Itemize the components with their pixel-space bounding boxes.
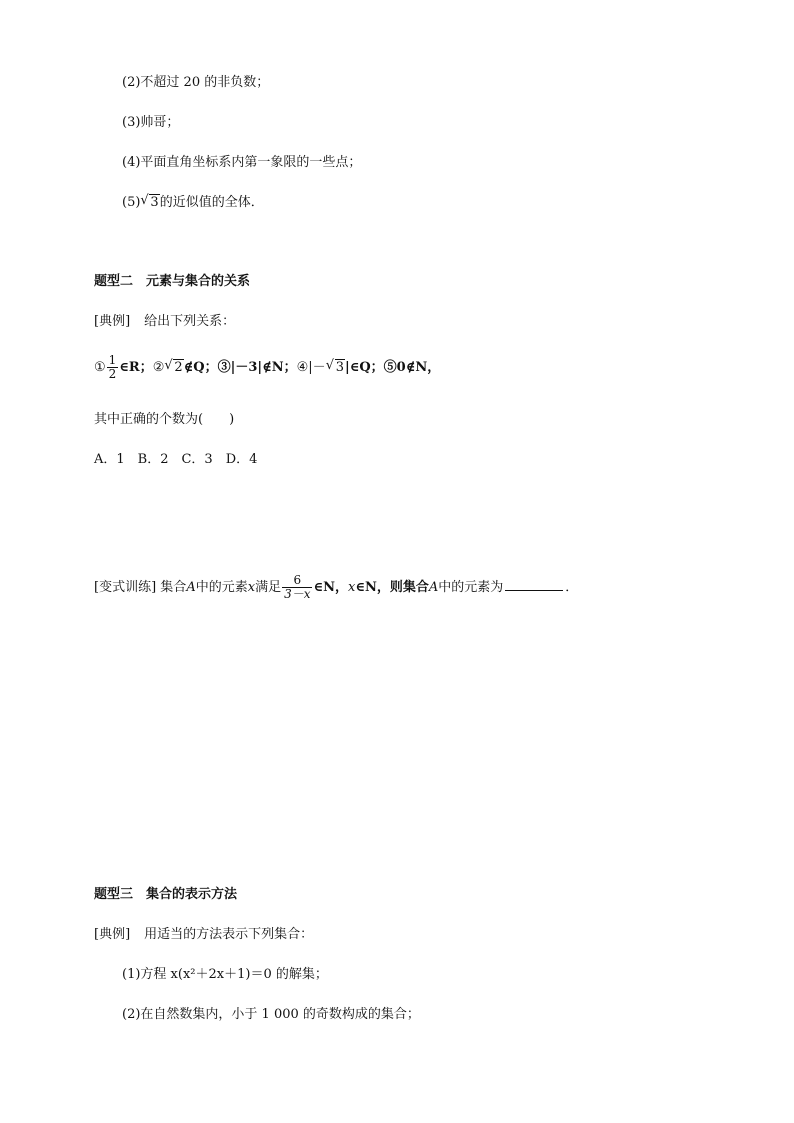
- example-text-3: 用适当的方法表示下列集合：: [144, 927, 314, 942]
- variant-text-2: 中的元素: [195, 580, 248, 595]
- relation-2-radicand: 2: [174, 360, 183, 375]
- sqrt-expression: √ 3: [140, 193, 159, 210]
- variant-training: [94, 574, 578, 601]
- item-3: (3)帅哥；: [122, 115, 180, 130]
- variant-var-x: x: [247, 580, 256, 595]
- frac-numerator: 1: [108, 353, 117, 367]
- relation-3: ③|－3|∉N；: [217, 360, 297, 375]
- variant-fraction: [282, 574, 312, 601]
- relation-4-radicand: 3: [335, 360, 344, 375]
- item-5-suffix: 的近似值的全体．: [159, 195, 264, 210]
- relation-4-sqrt: √ 3: [325, 358, 344, 375]
- relation-4-rel: |∈Q；: [344, 360, 384, 375]
- variant-text-1: 集合: [160, 580, 187, 595]
- section-2-title: 题型二 元素与集合的关系: [94, 274, 251, 289]
- variant-var-a-2: A: [428, 580, 439, 595]
- variant-text-7: 中的元素为: [438, 580, 504, 595]
- frac-denominator: 2: [108, 367, 117, 381]
- example-label: [典例]: [94, 314, 131, 329]
- variant-var-a: A: [186, 580, 196, 595]
- section-3-item-1: (1)方程 x(x²＋2x＋1)＝0 的解集；: [122, 967, 328, 982]
- relation-1-mark: ①: [94, 360, 106, 375]
- example-text: 给出下列关系：: [144, 314, 236, 329]
- variant-frac-den: 3－x: [284, 587, 311, 601]
- variant-text-6: ∈N，则集合: [355, 580, 429, 595]
- sqrt-radicand: 3: [150, 195, 159, 210]
- variant-text-3: 满足: [255, 580, 282, 595]
- variant-text-4: ∈N，: [313, 580, 348, 595]
- item-5: [122, 194, 264, 212]
- variant-text-5: x: [348, 580, 356, 595]
- section-3-title: 题型三 集合的表示方法: [94, 887, 238, 902]
- variant-label: [变式训练]: [94, 580, 157, 595]
- variant-end: ．: [565, 580, 579, 595]
- relations-line: [94, 354, 440, 381]
- section-3-example: [94, 926, 313, 944]
- item-4: (4)平面直角坐标系内第一象限的一些点；: [122, 155, 362, 170]
- relation-2-mark: ②: [152, 360, 165, 375]
- relation-2-sqrt: √ 2: [164, 358, 183, 375]
- section-3-item-2: (2)在自然数集内，小于 1 000 的奇数构成的集合；: [122, 1007, 420, 1022]
- section-2-example: [94, 313, 235, 331]
- item-2: (2)不超过 20 的非负数；: [122, 75, 270, 90]
- example-label-3: [典例]: [94, 927, 131, 942]
- relation-4-mark: ④|－: [296, 360, 326, 375]
- relation-5: ⑤0∉N，: [383, 360, 441, 375]
- fraction-one-half: [107, 354, 119, 381]
- answer-choices: A．1 B．2 C．3 D．4: [94, 452, 258, 467]
- item-5-prefix: (5): [122, 195, 141, 210]
- question-text: 其中正确的个数为( ): [94, 412, 235, 427]
- relation-2-rel: ∉Q；: [183, 360, 218, 375]
- answer-blank[interactable]: [505, 578, 563, 591]
- relation-1-rel: ∈R；: [119, 360, 153, 375]
- variant-frac-num: 6: [293, 573, 302, 587]
